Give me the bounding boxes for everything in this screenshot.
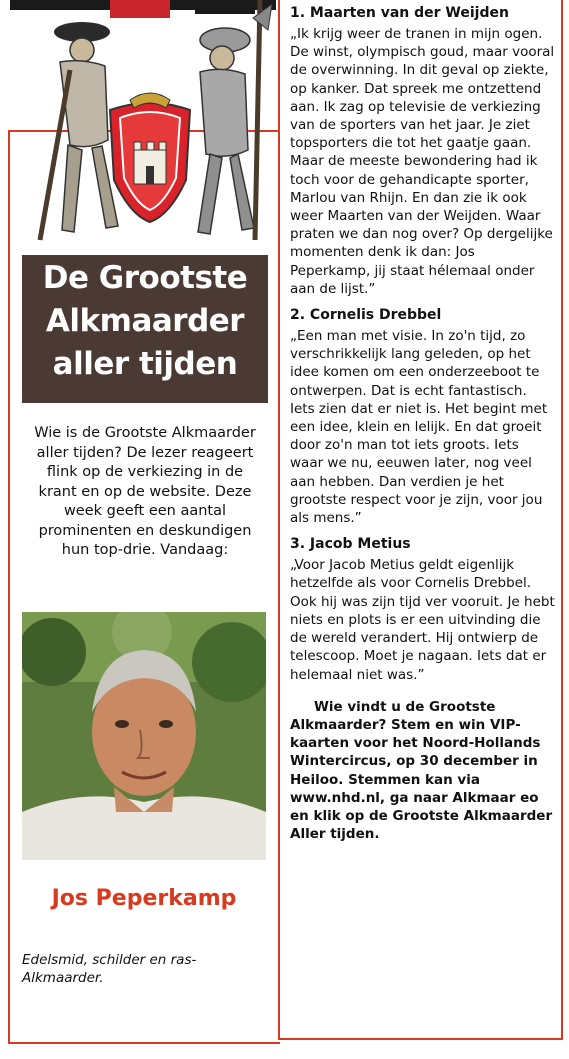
coat-of-arms-illustration	[10, 0, 276, 250]
right-border	[561, 0, 563, 1040]
bottom-border	[278, 1038, 563, 1040]
coat-of-arms-icon	[10, 0, 276, 250]
intro-text: Wie is de Grootste Alkmaarder aller tijden? De lezer reageert flink op de verkiezing in de krant en op de website. Deze week geeft een aantal prominenten en deskundigen hun top-drie. Vandaag:	[34, 425, 256, 558]
headline	[22, 255, 268, 386]
list-item	[290, 306, 555, 527]
headline-box	[22, 255, 268, 403]
entry-quote: „Ik krijg weer de tranen in mijn ogen. De winst, olympisch goud, maar vooral de overwinning. In dit geval op ziekte, op kanker. Dat spreek me ontzettend aan. Ik zag op televisie de verkiezing van de sporters van het jaar. Je ziet topsporters die tot het gaatje gaan. Maar de meeste bewondering had ik toch voor de gehandicapte sporter, Marlou van Rhijn. En dan zie ik ook weer Maarten van der Weijden. Waar praten we dan nog over? Op dergelijke momenten denk ik dan: Jos Peperkamp, jij staat hélemaal onder aan de lijst.”	[290, 26, 555, 297]
list-item	[290, 535, 555, 683]
column-divider	[278, 0, 280, 1040]
headline-line-1: De Grootste	[42, 260, 248, 296]
entry-heading: 1. Maarten van der Weijden	[290, 5, 509, 21]
entry-heading: 3. Jacob Metius	[290, 536, 411, 553]
entry-quote: „Een man met visie. In zo'n tijd, zo verschrikkelijk lang geleden, op het idee komen om een onderzeeboot te ontwerpen. Dat is echt fantastisch. Iets zien dat er niet is. Het begint met een idee, klein en lelijk. En dat groeit door zo'n man tot iets groots. Iets waar we nu, eeuwen later, nog veel aan hebben. Dan verdien je het grootste respect voor je zijn, voor jou als mens.”	[290, 328, 548, 527]
portrait-photo	[22, 612, 266, 860]
vote-call-to-action: Wie vindt u de Grootste Alkmaarder? Stem en win VIP-kaarten voor het Noord-Hollands Wintercircus, op 30 december in Heiloo. Stemmen kan via www.nhd.nl, ga naar Alkmaar eo en klik op de Grootste Alkmaarder Aller tijden.	[290, 698, 553, 843]
list-item	[290, 4, 555, 298]
portrait-image	[22, 612, 266, 860]
headline-line-3: aller tijden	[52, 346, 238, 382]
headline-line-2: Alkmaarder	[45, 303, 245, 339]
entry-heading: 2. Cornelis Drebbel	[290, 307, 442, 324]
person-description: Edelsmid, schilder en ras-Alkmaarder.	[22, 952, 197, 986]
top-three-column	[290, 4, 555, 843]
entry-quote: „Voor Jacob Metius geldt eigenlijk hetzelfde als voor Cornelis Drebbel. Ook hij was zijn tijd ver vooruit. Je hebt niets en plots is er een uitvinding die de wereld verandert. Hij ontwierp de telescoop. Moet je nagaan. Iets dat er helemaal niet was.”	[290, 557, 555, 683]
person-name: Jos Peperkamp	[51, 886, 237, 911]
